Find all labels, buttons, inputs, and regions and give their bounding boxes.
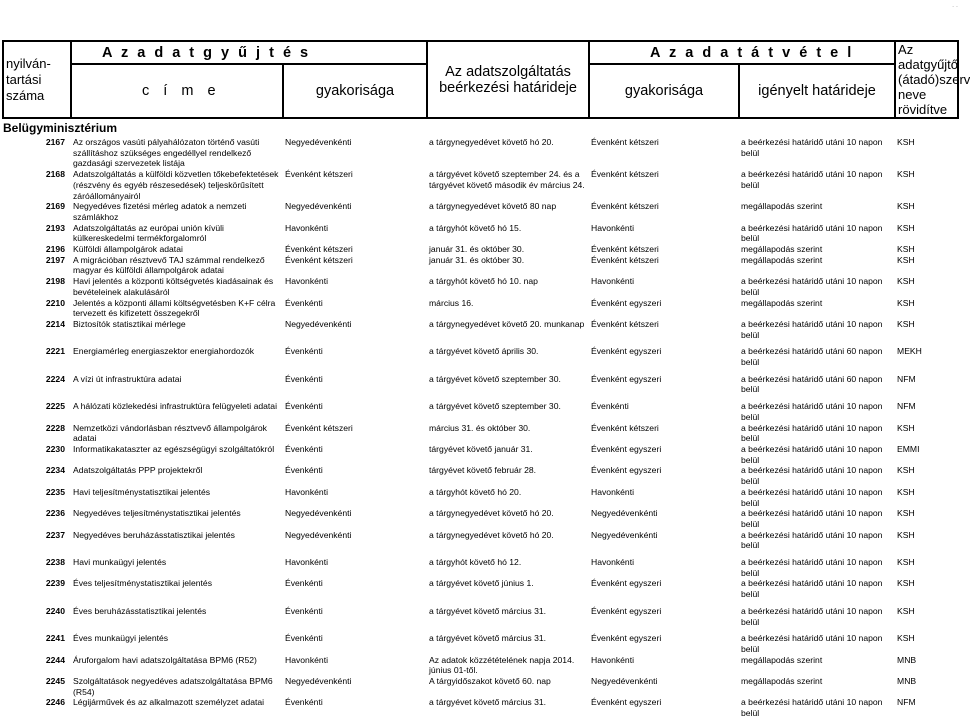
row-transfer-frequency: Negyedévenkénti — [591, 676, 658, 687]
row-organization: KSH — [897, 605, 915, 616]
row-transfer-frequency: Évenként egyszeri — [591, 465, 662, 476]
row-transfer-frequency: Havonkénti — [591, 486, 635, 497]
table-row — [3, 223, 958, 244]
table-row — [3, 530, 958, 551]
row-number: 2246 — [45, 697, 65, 708]
row-frequency: Évenként kétszeri — [285, 422, 353, 433]
row-title: A vízi út infrastruktúra adatai — [73, 373, 182, 384]
row-frequency: Havonkénti — [285, 654, 328, 665]
header-adatgyujtes: A z a d a t g y ű j t é s — [71, 41, 427, 64]
row-number: 2198 — [45, 276, 65, 287]
row-frequency: Évenkénti — [285, 297, 323, 308]
row-transfer-frequency: Havonkénti — [591, 276, 635, 287]
header-adatatvetel: A z a d a t á t v é t e l — [589, 41, 895, 64]
row-transfer-frequency: Évenként kétszeri — [591, 422, 659, 433]
row-deadline: a tárgynegyedévet követő hó 20. — [429, 137, 554, 147]
table-row — [3, 697, 958, 718]
row-transfer-frequency: Negyedévenkénti — [591, 529, 658, 540]
row-title: A migrációban résztvevő TAJ számmal rendelkező magyar és külföldi állampolgárok adatai — [73, 254, 265, 276]
row-organization: KSH — [897, 137, 915, 147]
row-deadline: A tárgyidőszakot követő 60. nap — [429, 676, 551, 687]
row-transfer-frequency: Évenként kétszeri — [591, 254, 659, 265]
row-deadline: a tárgyévet követő szeptember 30. — [429, 401, 561, 412]
row-deadline: tárgyévet követő február 28. — [429, 465, 537, 476]
row-deadline: a tárgyévet követő március 31. — [429, 605, 547, 616]
row-transfer-deadline: a beérkezési határidő utáni 10 napon belül — [741, 529, 883, 551]
row-deadline: a tárgyhót követő hó 15. — [429, 222, 522, 233]
row-organization: KSH — [897, 578, 915, 589]
row-frequency: Havonkénti — [285, 557, 328, 568]
table-row — [3, 487, 958, 508]
row-frequency: Évenként kétszeri — [285, 169, 353, 180]
header-cime: c í m e — [71, 64, 283, 118]
row-transfer-frequency: Havonkénti — [591, 222, 635, 233]
row-transfer-frequency: Évenként kétszeri — [591, 201, 659, 212]
row-transfer-deadline: megállapodás szerint — [741, 254, 823, 265]
row-number: 2245 — [45, 676, 65, 687]
row-transfer-frequency: Évenként egyszeri — [591, 578, 662, 589]
row-organization: KSH — [897, 297, 915, 308]
row-transfer-frequency: Évenként kétszeri — [591, 244, 659, 255]
table-row — [3, 465, 958, 486]
row-frequency: Negyedévenkénti — [285, 137, 352, 147]
row-title: Éves teljesítménystatisztikai jelentés — [73, 578, 212, 589]
row-transfer-frequency: Évenként kétszeri — [591, 318, 659, 329]
row-title: Havi munkaügyi jelentés — [73, 557, 167, 568]
table-row — [3, 276, 958, 297]
data-collection-table — [2, 40, 970, 719]
row-frequency: Havonkénti — [285, 486, 328, 497]
row-deadline: a tárgynegyedévet követő 20. munkanap — [429, 318, 585, 329]
table-row — [3, 298, 958, 319]
row-transfer-frequency: Havonkénti — [591, 654, 635, 665]
row-organization: KSH — [897, 254, 915, 265]
row-organization: KSH — [897, 422, 915, 433]
row-number: 2240 — [45, 605, 65, 616]
table-row — [3, 655, 958, 676]
row-title: Adatszolgáltatás az európai unión kívüli külkereskedelmi termékforgalomról — [73, 222, 224, 244]
table-row — [3, 255, 958, 276]
row-number: 2239 — [45, 578, 65, 589]
row-organization: KSH — [897, 318, 915, 329]
row-title: Biztosítók statisztikai mérlege — [73, 318, 186, 329]
row-transfer-deadline: a beérkezési határidő utáni 60 napon belül — [741, 373, 883, 395]
row-deadline: a tárgynegyedévet követő 80 nap — [429, 201, 557, 212]
row-title: Informatikakataszter az egészségügyi szolgáltatókról — [73, 443, 275, 454]
row-deadline: a tárgyhót követő hó 10. nap — [429, 276, 538, 287]
row-transfer-deadline: a beérkezési határidő utáni 10 napon belül — [741, 422, 883, 444]
table-row — [3, 244, 958, 255]
row-frequency: Havonkénti — [285, 222, 328, 233]
row-title: Az országos vasúti pályahálózaton történő vasúti szállításhoz szükséges engedéllyel rendelkező gazdasági szervezetek listája — [73, 137, 260, 169]
row-number: 2244 — [45, 654, 65, 665]
row-number: 2238 — [45, 557, 65, 568]
row-frequency: Negyedévenkénti — [285, 201, 352, 212]
table-row — [3, 633, 958, 654]
row-transfer-frequency: Évenként egyszeri — [591, 605, 662, 616]
row-number: 2193 — [45, 222, 65, 233]
row-transfer-deadline: megállapodás szerint — [741, 297, 823, 308]
row-transfer-deadline: a beérkezési határidő utáni 10 napon belül — [741, 318, 883, 340]
row-number: 2225 — [45, 401, 65, 412]
header-atado-szerv: Az adatgyűjtő (átadó)szerv neve rövidítve — [895, 41, 958, 118]
row-transfer-frequency: Évenkénti — [591, 401, 629, 412]
table-row — [3, 606, 958, 627]
row-transfer-deadline: a beérkezési határidő utáni 10 napon belül — [741, 486, 883, 508]
row-frequency: Negyedévenkénti — [285, 508, 352, 519]
row-title: Szolgáltatások negyedéves adatszolgáltatása BPM6 (R54) — [73, 676, 273, 697]
table-row — [3, 374, 958, 395]
row-deadline: március 16. — [429, 297, 474, 308]
row-organization: NFM — [897, 697, 916, 708]
row-transfer-deadline: a beérkezési határidő utáni 10 napon belül — [741, 697, 883, 719]
row-deadline: a tárgyévet követő március 31. — [429, 633, 547, 644]
row-title: Negyedéves fizetési mérleg adatok a nemzeti számlákhoz — [73, 201, 247, 222]
header-igenyelt-hatarido: igényelt határideje — [739, 64, 895, 118]
row-transfer-frequency: Évenként kétszeri — [591, 169, 659, 180]
corner-mark: . . — [952, 2, 958, 9]
row-organization: KSH — [897, 557, 915, 568]
row-transfer-frequency: Évenként egyszeri — [591, 297, 662, 308]
row-transfer-deadline: megállapodás szerint — [741, 676, 823, 687]
row-organization: KSH — [897, 276, 915, 287]
row-frequency: Évenkénti — [285, 633, 323, 644]
row-title: Havi jelentés a központi költségvetés kiadásainak és bevételeinek alakulásáról — [73, 276, 274, 297]
table-row — [3, 557, 958, 578]
row-frequency: Negyedévenkénti — [285, 318, 352, 329]
row-organization: NFM — [897, 373, 916, 384]
table-row — [3, 444, 958, 465]
row-title: Nemzetközi vándorlásban résztvevő állampolgárok adatai — [73, 422, 267, 444]
header-gyakorisaga-1: gyakorisága — [283, 64, 427, 118]
row-frequency: Évenkénti — [285, 605, 323, 616]
row-number: 2210 — [45, 297, 65, 308]
row-deadline: a tárgyévet követő szeptember 30. — [429, 373, 561, 384]
row-number: 2224 — [45, 373, 65, 384]
row-deadline: a tárgyhót követő hó 20. — [429, 486, 522, 497]
row-frequency: Évenkénti — [285, 346, 323, 357]
row-title: A hálózati közlekedési infrastruktúra felügyeleti adatai — [73, 401, 277, 412]
row-transfer-deadline: megállapodás szerint — [741, 244, 823, 255]
row-title: Külföldi állampolgárok adatai — [73, 244, 183, 255]
row-frequency: Évenként kétszeri — [285, 244, 353, 255]
row-frequency: Évenkénti — [285, 465, 323, 476]
row-number: 2228 — [45, 422, 65, 433]
row-organization: NFM — [897, 401, 916, 412]
row-transfer-deadline: a beérkezési határidő utáni 10 napon belül — [741, 276, 883, 297]
row-organization: KSH — [897, 222, 915, 233]
row-transfer-frequency: Évenként egyszeri — [591, 443, 662, 454]
row-number: 2168 — [45, 169, 65, 180]
row-transfer-deadline: a beérkezési határidő utáni 10 napon belül — [741, 605, 883, 627]
row-title: Adatszolgáltatás PPP projektekről — [73, 465, 203, 476]
row-deadline: a tárgynegyedévet követő hó 20. — [429, 529, 554, 540]
row-transfer-deadline: a beérkezési határidő utáni 10 napon belül — [741, 169, 883, 190]
row-transfer-frequency: Havonkénti — [591, 557, 635, 568]
row-frequency: Évenkénti — [285, 443, 323, 454]
table-row — [3, 319, 958, 340]
row-title: Áruforgalom havi adatszolgáltatása BPM6 (R52) — [73, 654, 257, 665]
row-transfer-deadline: a beérkezési határidő utáni 10 napon belül — [741, 578, 883, 600]
table-row — [3, 201, 958, 222]
row-transfer-frequency: Évenként egyszeri — [591, 697, 662, 708]
row-deadline: január 31. és október 30. — [429, 244, 525, 255]
table-row — [3, 137, 958, 169]
row-number: 2197 — [45, 254, 65, 265]
row-deadline: a tárgyévet követő június 1. — [429, 578, 534, 589]
table-row — [3, 401, 958, 422]
row-number: 2230 — [45, 443, 65, 454]
row-organization: KSH — [897, 201, 915, 212]
row-organization: KSH — [897, 244, 915, 255]
row-title: Energiamérleg energiaszektor energiahordozók — [73, 346, 255, 357]
row-title: Légijárművek és az alkalmazott személyzet adatai — [73, 697, 265, 708]
row-frequency: Évenkénti — [285, 697, 323, 708]
row-transfer-frequency: Évenként egyszeri — [591, 373, 662, 384]
row-deadline: a tárgyévet követő szeptember 24. és a tárgyévet követő második év március 24. — [429, 169, 585, 190]
row-organization: KSH — [897, 465, 915, 476]
row-title: Jelentés a központi állami költségvetésben K+F célra tervezett és kifizetett összegekről — [73, 297, 276, 319]
row-frequency: Évenként kétszeri — [285, 254, 353, 265]
row-transfer-frequency: Évenként kétszeri — [591, 137, 659, 147]
row-frequency: Évenkénti — [285, 578, 323, 589]
row-number: 2169 — [45, 201, 65, 212]
row-transfer-deadline: a beérkezési határidő utáni 10 napon belül — [741, 465, 883, 487]
row-title: Adatszolgáltatás a külföldi közvetlen tőkebefektetések (részvény és egyéb részesedések) teljeskörűsített záróállományairól — [73, 169, 279, 201]
row-deadline: január 31. és október 30. — [429, 254, 525, 265]
row-deadline: a tárgyévet követő március 31. — [429, 697, 547, 708]
header-nyilvantartasi-szama: nyilván- tartási száma — [3, 41, 71, 118]
row-transfer-deadline: a beérkezési határidő utáni 10 napon belül — [741, 508, 883, 529]
row-organization: EMMI — [897, 443, 920, 454]
table-row — [3, 169, 958, 201]
row-organization: MNB — [897, 676, 917, 687]
row-frequency: Negyedévenkénti — [285, 529, 352, 540]
row-deadline: a tárgyévet követő április 30. — [429, 346, 539, 357]
row-number: 2235 — [45, 486, 65, 497]
row-organization: KSH — [897, 486, 915, 497]
row-organization: MEKH — [897, 346, 922, 357]
table-row — [3, 508, 958, 529]
row-number: 2214 — [45, 318, 65, 329]
row-deadline: a tárgynegyedévet követő hó 20. — [429, 508, 554, 519]
row-transfer-deadline: a beérkezési határidő utáni 10 napon belül — [741, 633, 883, 654]
row-transfer-frequency: Évenként egyszeri — [591, 346, 662, 357]
row-organization: KSH — [897, 633, 915, 644]
row-organization: KSH — [897, 529, 915, 540]
row-transfer-deadline: a beérkezési határidő utáni 10 napon belül — [741, 137, 883, 158]
row-number: 2196 — [45, 244, 65, 255]
header-gyakorisaga-2: gyakorisága — [589, 64, 739, 118]
row-transfer-deadline: a beérkezési határidő utáni 10 napon belül — [741, 443, 883, 465]
row-number: 2236 — [45, 508, 65, 519]
row-frequency: Évenkénti — [285, 401, 323, 412]
row-frequency: Negyedévenkénti — [285, 676, 352, 687]
row-transfer-deadline: a beérkezési határidő utáni 10 napon belül — [741, 557, 883, 578]
row-deadline: tárgyévet követő január 31. — [429, 443, 533, 454]
table-row — [3, 676, 958, 697]
row-transfer-deadline: megállapodás szerint — [741, 201, 823, 212]
row-organization: MNB — [897, 654, 917, 665]
row-title: Negyedéves teljesítménystatisztikai jelentés — [73, 508, 241, 519]
row-transfer-deadline: megállapodás szerint — [741, 654, 823, 665]
row-title: Éves beruházásstatisztikai jelentés — [73, 605, 207, 616]
row-deadline: március 31. és október 30. — [429, 422, 531, 433]
row-organization: KSH — [897, 508, 915, 519]
row-number: 2167 — [45, 137, 65, 147]
row-transfer-deadline: a beérkezési határidő utáni 60 napon belül — [741, 346, 883, 368]
table-row — [3, 346, 958, 367]
table-row — [3, 423, 958, 444]
table-row — [3, 578, 958, 599]
row-transfer-frequency: Évenként egyszeri — [591, 633, 662, 644]
row-title: Havi teljesítménystatisztikai jelentés — [73, 486, 211, 497]
row-deadline: Az adatok közzétételének napja 2014. június 01-től. — [429, 654, 575, 676]
header-beerkezesi-hatarido: Az adatszolgáltatás beérkezési határideje — [427, 41, 589, 118]
row-deadline: a tárgyhót követő hó 12. — [429, 557, 522, 568]
row-title: Negyedéves beruházásstatisztikai jelentés — [73, 529, 235, 540]
row-organization: KSH — [897, 169, 915, 180]
section-title: Belügyminisztérium — [3, 121, 118, 135]
row-number: 2234 — [45, 465, 65, 476]
row-frequency: Évenkénti — [285, 373, 323, 384]
row-number: 2237 — [45, 529, 65, 540]
row-frequency: Havonkénti — [285, 276, 328, 287]
row-transfer-deadline: a beérkezési határidő utáni 10 napon belül — [741, 222, 883, 244]
row-title: Éves munkaügyi jelentés — [73, 633, 169, 644]
row-number: 2241 — [45, 633, 65, 644]
row-number: 2221 — [45, 346, 65, 357]
row-transfer-frequency: Negyedévenkénti — [591, 508, 658, 519]
row-transfer-deadline: a beérkezési határidő utáni 10 napon belül — [741, 401, 883, 422]
